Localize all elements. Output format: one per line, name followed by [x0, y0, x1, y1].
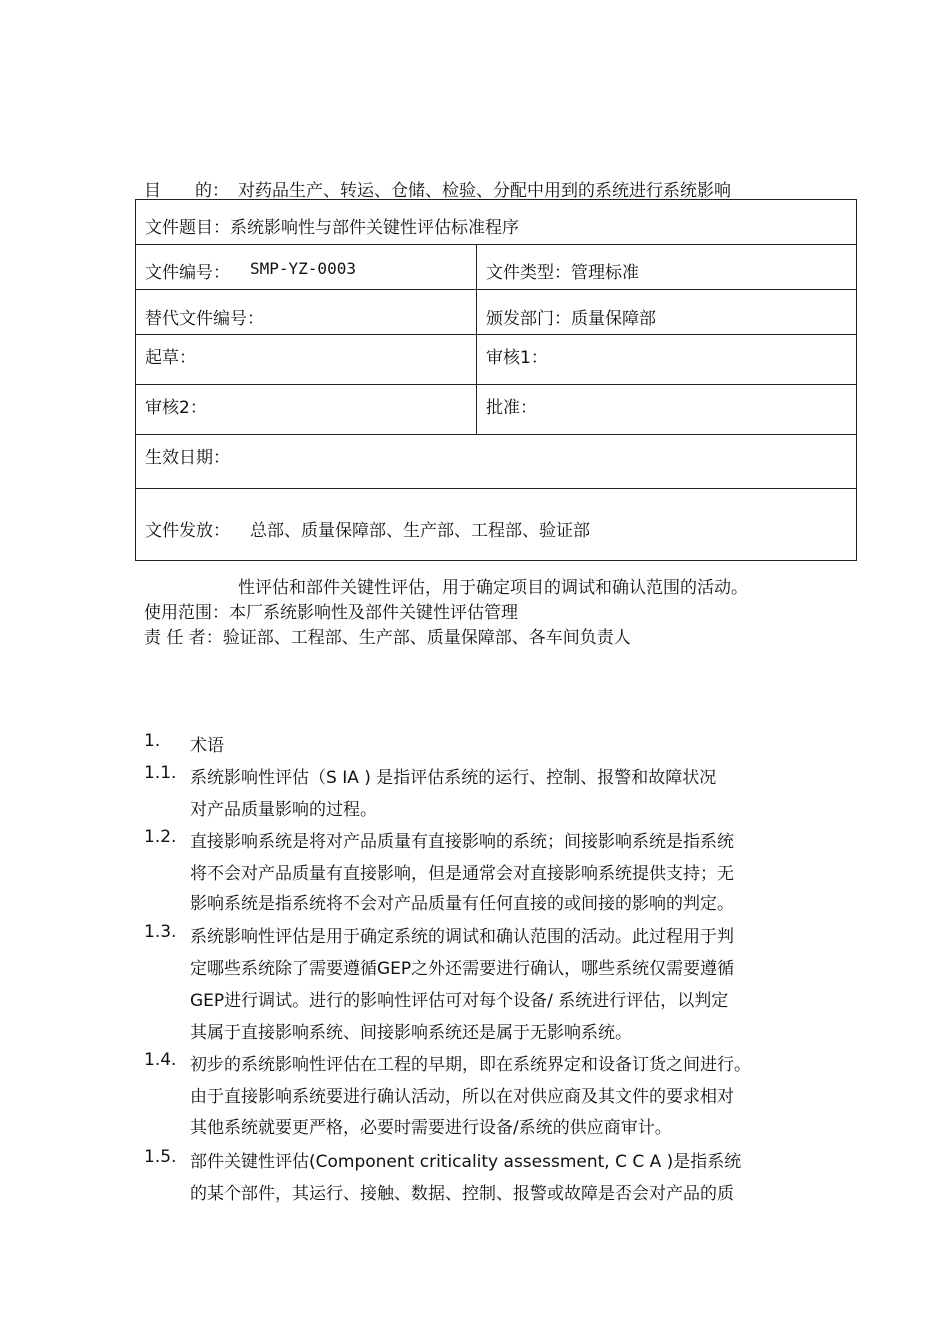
distribution-value: 总部、质量保障部、生产部、工程部、验证部	[250, 521, 590, 541]
table-rule	[136, 434, 856, 435]
purpose-label: 目 的：	[144, 181, 229, 201]
term-line: 系统影响性评估（S IA ) 是指评估系统的运行、控制、报警和故障状况	[190, 768, 717, 788]
replace-doc-no: 替代文件编号：	[145, 309, 264, 329]
section-number: 1.	[144, 731, 161, 751]
section-title: 术语	[190, 736, 224, 756]
term-line: GEP进行调试。进行的影响性评估可对每个设备/ 系统进行评估，以判定	[190, 991, 729, 1011]
term-line: 初步的系统影响性评估在工程的早期，即在系统界定和设备订货之间进行。	[190, 1055, 751, 1075]
term-number: 1.2.	[144, 827, 177, 847]
term-number: 1.3.	[144, 922, 177, 942]
table-rule	[136, 384, 856, 385]
term-line: 将不会对产品质量有直接影响，但是通常会对直接影响系统提供支持；无	[190, 864, 734, 884]
term-number: 1.5.	[144, 1147, 177, 1167]
table-rule	[136, 488, 856, 489]
distribution-label: 文件发放：	[145, 521, 230, 541]
term-number: 1.4.	[144, 1050, 177, 1070]
purpose-text-line1: 对药品生产、转运、仓储、检验、分配中用到的系统进行系统影响	[238, 181, 731, 201]
term-line: 系统影响性评估是用于确定系统的调试和确认范围的活动。此过程用于判	[190, 927, 734, 947]
table-rule	[136, 289, 856, 290]
term-line: 影响系统是指系统将不会对产品质量有任何直接的或间接的影响的判定。	[190, 894, 734, 914]
term-number: 1.1.	[144, 763, 177, 783]
document-header-table	[135, 199, 857, 561]
draft-label: 起草：	[145, 348, 196, 368]
review2-label: 审核2：	[145, 398, 207, 418]
purpose-text-line2: 性评估和部件关键性评估，用于确定项目的调试和确认范围的活动。	[238, 578, 748, 598]
table-rule	[136, 334, 856, 335]
term-line: 由于直接影响系统要进行确认活动，所以在对供应商及其文件的要求相对	[190, 1087, 734, 1107]
approve-label: 批准：	[486, 398, 537, 418]
term-line: 其他系统就要更严格，必要时需要进行设备/系统的供应商审计。	[190, 1118, 672, 1138]
review1-label: 审核1：	[486, 348, 548, 368]
term-line: 部件关键性评估(Component criticality assessment, C C A )是指系统	[190, 1152, 742, 1172]
doc-type: 文件类型：管理标准	[486, 263, 639, 283]
doc-no-value: SMP-YZ-0003	[250, 259, 356, 278]
term-line: 直接影响系统是将对产品质量有直接影响的系统；间接影响系统是指系统	[190, 832, 734, 852]
term-line: 对产品质量影响的过程。	[190, 800, 377, 820]
effective-date-label: 生效日期：	[145, 448, 230, 468]
responsible-line: 责 任 者：验证部、工程部、生产部、质量保障部、各车间负责人	[144, 628, 631, 648]
table-rule	[136, 244, 856, 245]
table-column-divider	[476, 244, 477, 434]
scope-line: 使用范围：本厂系统影响性及部件关键性评估管理	[144, 603, 518, 623]
term-line: 的某个部件，其运行、接触、数据、控制、报警或故障是否会对产品的质	[190, 1184, 734, 1204]
doc-title: 文件题目：系统影响性与部件关键性评估标准程序	[145, 218, 519, 238]
term-line: 定哪些系统除了需要遵循GEP之外还需要进行确认，哪些系统仅需要遵循	[190, 959, 735, 979]
term-line: 其属于直接影响系统、间接影响系统还是属于无影响系统。	[190, 1023, 632, 1043]
issue-dept: 颁发部门：质量保障部	[486, 309, 656, 329]
doc-no-label: 文件编号：	[145, 263, 230, 283]
